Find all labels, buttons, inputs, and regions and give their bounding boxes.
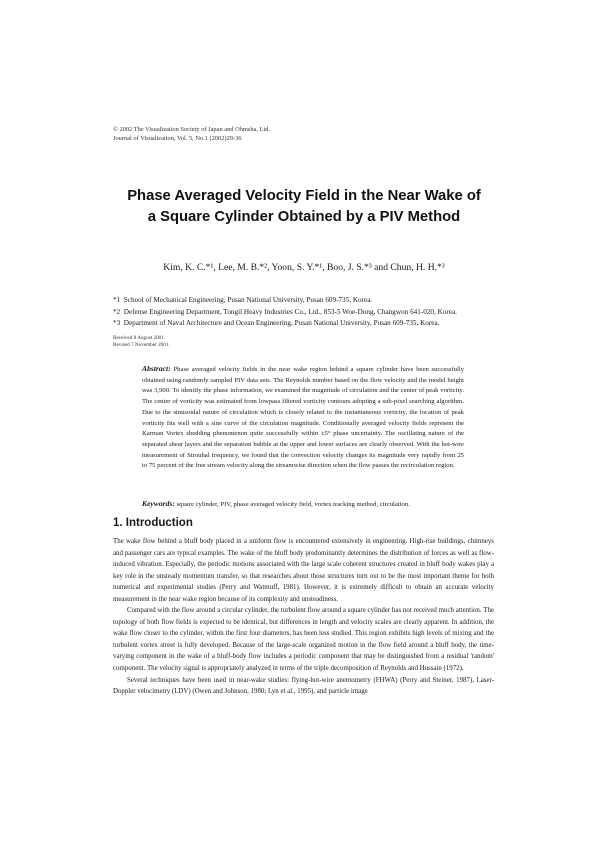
journal-citation: Journal of Visualization, Vol. 5, No.1 (2002)29-36 xyxy=(113,134,242,142)
affiliation-2 xyxy=(113,307,457,319)
affiliations xyxy=(113,295,457,330)
revised-date: Revised 7 November 2001. xyxy=(113,342,170,348)
affiliation-1 xyxy=(113,295,457,307)
keywords-label: Keywords: xyxy=(142,499,175,508)
keywords xyxy=(142,499,464,511)
copyright-line: © 2002 The Visualization Society of Japan and Ohmsha, Ltd. xyxy=(113,126,271,133)
abstract-text: Phase averaged velocity fields in the near wake region behind a square cylinder have been successfully obtained using randomly sampled PIV data sets. The Reynolds number based on the flow velocity and the model height was 3,900. To identify the phase information, we examined the magnitude of circulation and the center of peak vorticity. The center of vorticity was estimated from lowpass filtered vorticity contours adopting a sub-pixel searching algorithm. Due to the sinusoidal nature of circulation which is closely related to the instantaneous vorticity, the location of peak vorticity fits well with a sine curve of the circulation magnitude. Conditionally averaged velocity fields represent the Karman Vortex shedding phenomenon quite successfully within ±5° phase uncertainty. The oscillating nature of the separated shear layers and the separation bubble at the upper and lower surfaces are clearly observed. With the hot-wire measurement of Strouhal frequency, we found that the convection velocity changes its magnitude very rapidly from 25 to 75 percent of the free stream velocity along the streamwise direction when the flow passes the recirculation region. xyxy=(142,366,464,470)
submission-dates xyxy=(113,335,170,349)
affiliation-mark: *3 xyxy=(113,319,121,327)
section-heading: 1. Introduction xyxy=(113,517,193,529)
paper-title xyxy=(60,186,548,228)
keywords-text: square cylinder, PIV, phase averaged velocity field, vortex tracking method, circulation. xyxy=(176,501,410,508)
title-line-2: a Square Cylinder Obtained by a PIV Method xyxy=(147,209,461,225)
paragraph-2: Compared with the flow around a circular cylinder, the turbulent flow around a square cylinder has not received much attention. The topology of both flow fields is expected to be identical, but differences in length and velocity scales are clearly apparent. In addition, the wake flow closer to the cylinder, within the first four diameters, has been less studied. This region exhibits high levels of mixing and the turbulent vortex street is fully developed. Because of the large-scale organized motion in the flow field around a bluff body, the time-varying component in the wake of a bluff-body flow includes a periodic component that may be distinguished from a residual 'random' component. The velocity signal is appropriately analyzed in terms of the triple decomposition of Reynolds and Hussain (1972). xyxy=(113,607,494,673)
abstract xyxy=(142,364,464,472)
affiliation-text: Department of Naval Architecture and Ocean Engineering, Pusan National University, Pusan 609-735, Korea. xyxy=(123,319,440,327)
journal-header xyxy=(113,126,270,143)
affiliation-3 xyxy=(113,318,457,330)
affiliation-text: School of Mechanical Engineering, Pusan National University, Pusan 609-735, Korea. xyxy=(123,296,373,304)
affiliation-mark: *2 xyxy=(113,307,121,316)
title-line-1: Phase Averaged Velocity Field in the Near Wake of xyxy=(127,188,481,204)
received-date: Received 8 August 2001. xyxy=(113,335,166,341)
affiliation-text: Defense Engineering Department, Tongil Heavy Industries Co., Ltd., 853-5 Woe-Dong, Changwon 641-020, Korea. xyxy=(123,307,457,316)
abstract-label: Abstract: xyxy=(142,364,171,373)
paragraph-3: Several techniques have been used in near-wake studies: flying-hot-wire anemometry (FHWA) (Perry and Steiner, 1987), Laser-Doppler velocimetry (LDV) (Owen and Johnson, 1980; Lyn et al., 1995), and particle image xyxy=(113,676,494,696)
author-list: Kim, K. C.*¹, Lee, M. B.*², Yoon, S. Y.*¹, Boo, J. S.*³ and Chun, H. H.*³ xyxy=(163,262,445,273)
paragraph-1: The wake flow behind a bluff body placed in a uniform flow is encountered extensively in engineering. High-rise buildings, chimneys and passenger cars are typical examples. The wake of the bluff body predominantly determines the distribution of forces as well as flow-induced vibration. Especially, the periodic motions associated with the large scale coherent structures created in bluff body wakes play a key role in the unsteady momentum transfer, so that researches about those structures turn out to be the most important theme for both numerical and experimental studies (Perry and Watmuff, 1981). However, it is extremely difficult to obtain an accurate velocity measurement in the near wake region because of its complexity and unsteadiness. xyxy=(113,538,494,603)
affiliation-mark: *1 xyxy=(113,296,121,304)
section-body xyxy=(113,536,494,698)
